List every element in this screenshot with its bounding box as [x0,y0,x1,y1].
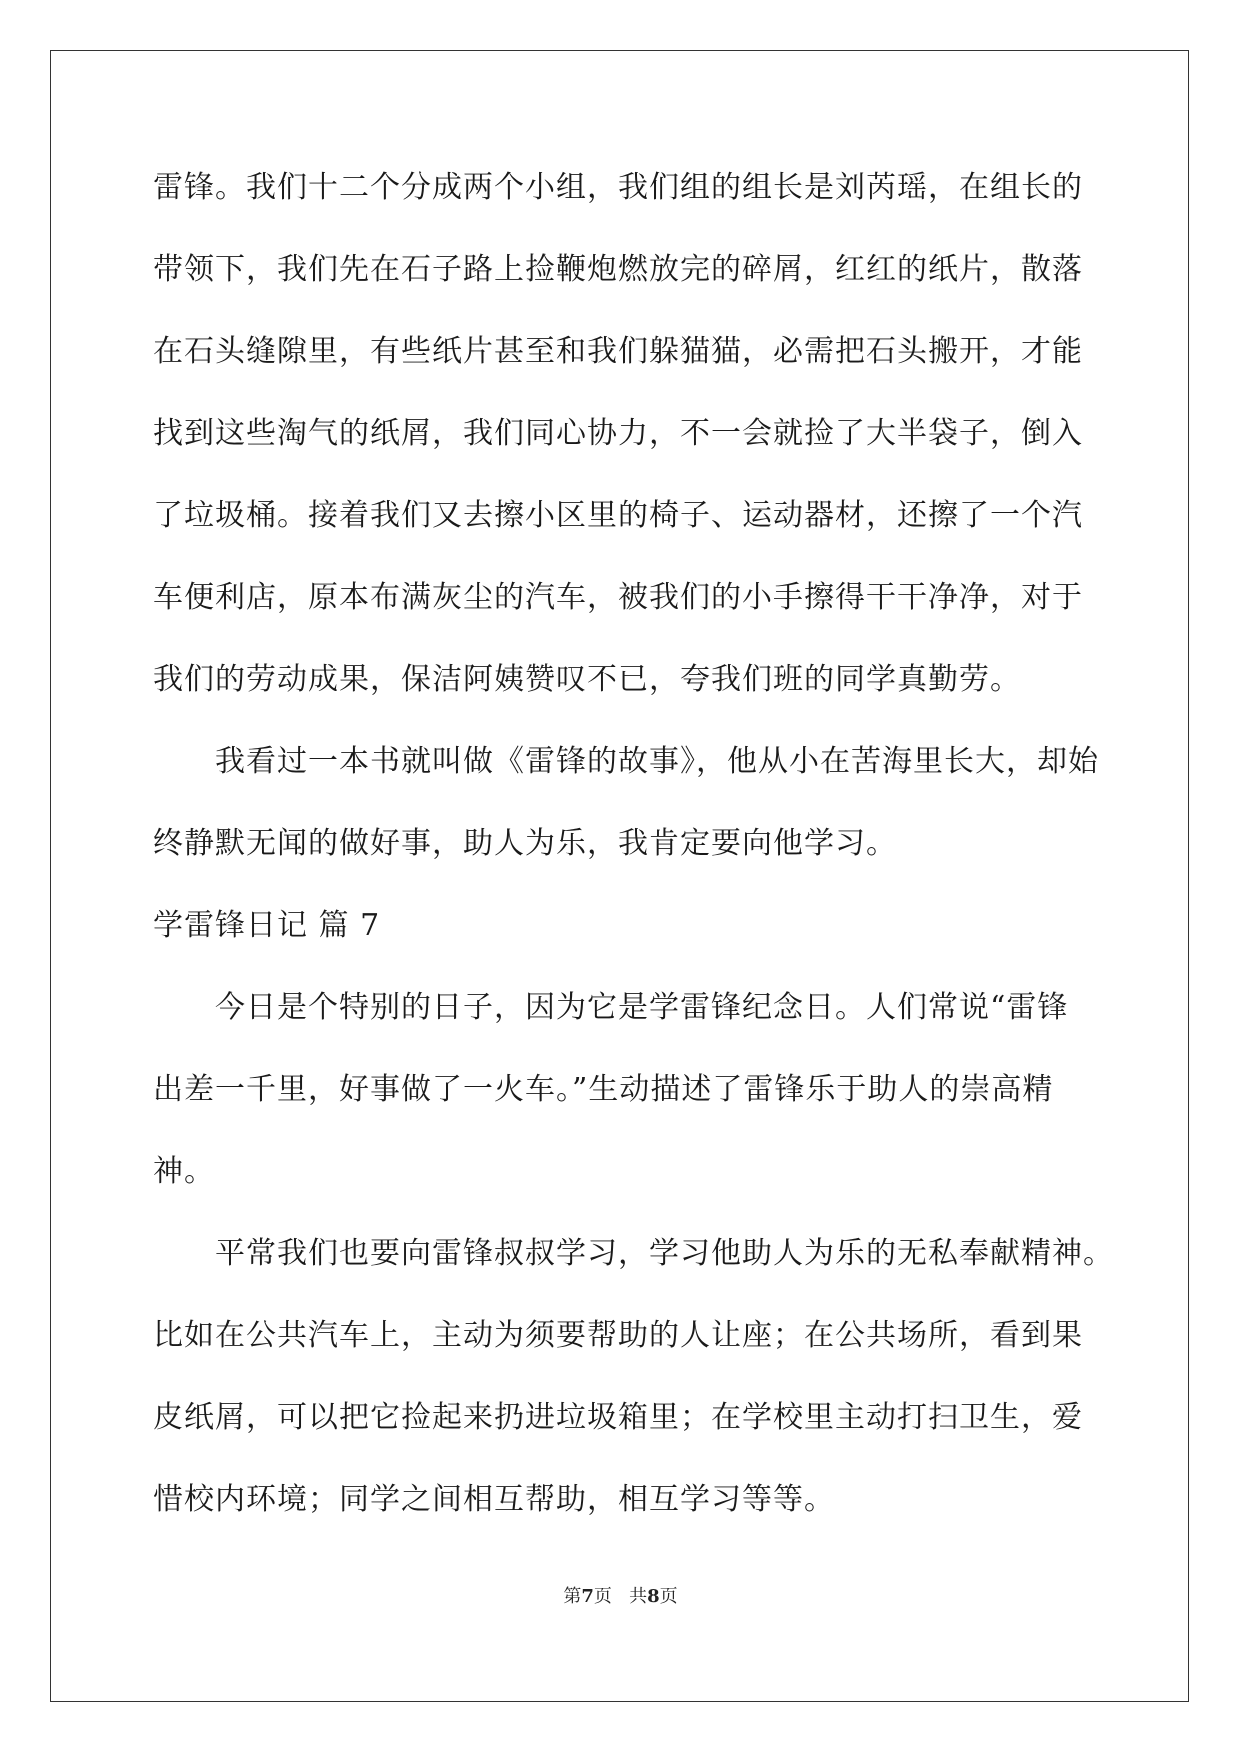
text-line: 平常我们也要向雷锋叔叔学习，学习他助人为乐的无私奉献精神。 [215,1236,1114,1271]
total-prefix: 共 [629,1586,648,1607]
text-line: 今日是个特别的日子，因为它是学雷锋纪念日。人们常说“雷锋 [215,990,1069,1025]
section-heading: 学雷锋日记 篇 7 [153,908,381,943]
text-line: 皮纸屑，可以把它捡起来扔进垃圾箱里；在学校里主动打扫卫生，爱 [153,1400,1083,1435]
text-line: 雷锋。我们十二个分成两个小组，我们组的组长是刘芮瑶，在组长的 [153,170,1083,205]
total-suffix: 页 [659,1586,678,1607]
text-line: 了垃圾桶。接着我们又去擦小区里的椅子、运动器材，还擦了一个汽 [153,498,1083,533]
text-line: 惜校内环境；同学之间相互帮助，相互学习等等。 [153,1482,835,1517]
page-prefix: 第 [563,1586,582,1607]
total-pages: 8 [647,1586,660,1607]
page-footer [0,1582,1241,1608]
text-line: 车便利店，原本布满灰尘的汽车，被我们的小手擦得干干净净，对于 [153,580,1083,615]
text-line: 终静默无闻的做好事，助人为乐，我肯定要向他学习。 [153,826,897,861]
page-number: 7 [581,1586,594,1607]
text-line: 我们的劳动成果，保洁阿姨赞叹不已，夸我们班的同学真勤劳。 [153,662,1021,697]
document-body [153,158,1114,1552]
text-line: 找到这些淘气的纸屑，我们同心协力，不一会就捡了大半袋子，倒入 [153,416,1083,451]
page-suffix: 页 [593,1586,612,1607]
text-line: 出差一千里，好事做了一火车。”生动描述了雷锋乐于助人的崇高精 [153,1072,1054,1107]
text-line: 带领下，我们先在石子路上捡鞭炮燃放完的碎屑，红红的纸片，散落 [153,252,1083,287]
text-line: 比如在公共汽车上，主动为须要帮助的人让座；在公共场所，看到果 [153,1318,1083,1353]
text-line: 神。 [153,1154,215,1189]
text-line: 在石头缝隙里，有些纸片甚至和我们躲猫猫，必需把石头搬开，才能 [153,334,1083,369]
text-line: 我看过一本书就叫做《雷锋的故事》，他从小在苦海里长大，却始 [215,744,1099,779]
